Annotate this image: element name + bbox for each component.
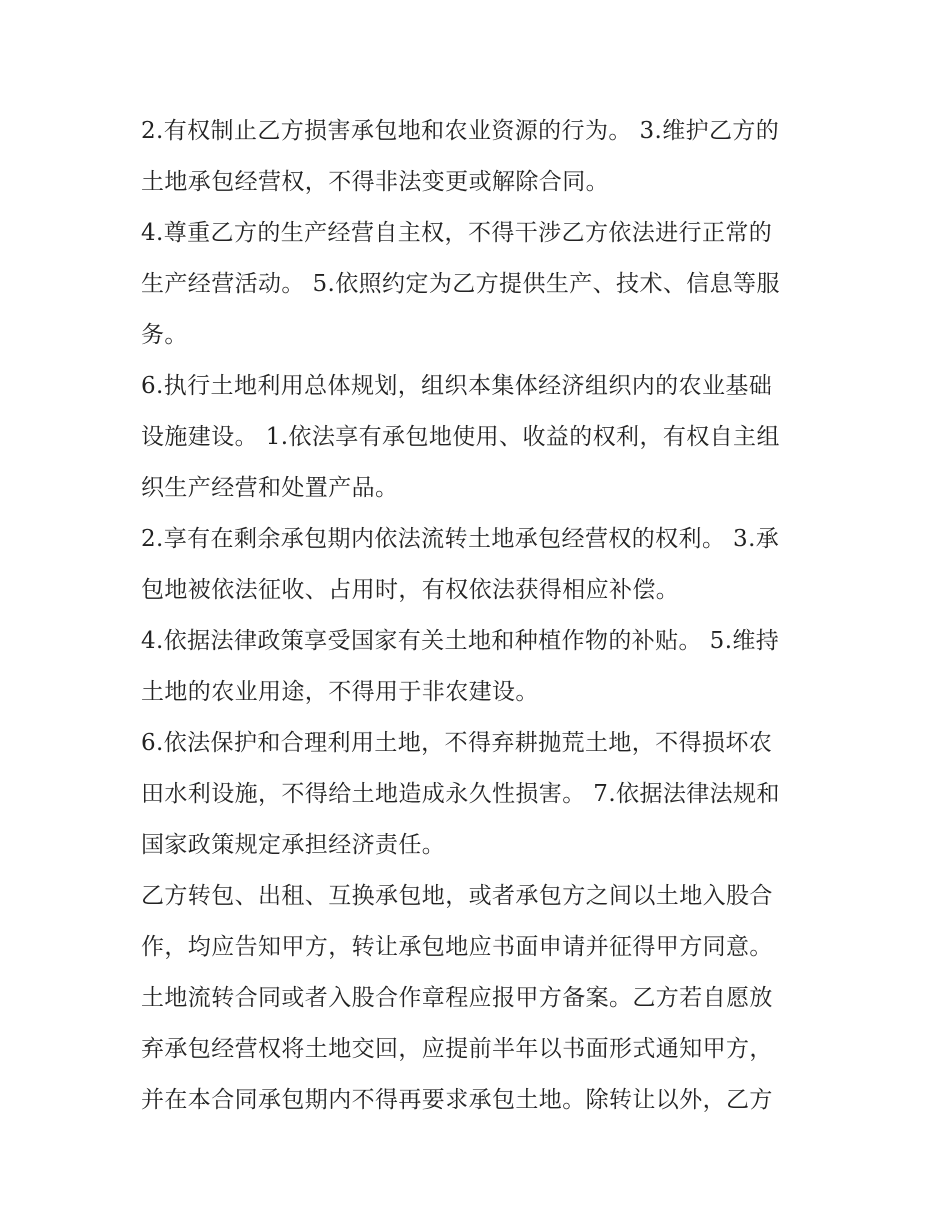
text-line: 6.执行土地利用总体规划，组织本集体经济组织内的农业基础 xyxy=(141,373,773,399)
text-line: 土地的农业用途，不得用于非农建设。 xyxy=(141,679,539,705)
text-line: 并在本合同承包期内不得再要求承包土地。除转让以外，乙方 xyxy=(141,1087,773,1113)
text-line: 4.依据法律政策享受国家有关土地和种植作物的补贴。 5.维持 xyxy=(141,628,780,654)
text-line: 土地承包经营权，不得非法变更或解除合同。 xyxy=(141,169,609,195)
text-line: 4.尊重乙方的生产经营自主权，不得干涉乙方依法进行正常的 xyxy=(141,220,773,246)
text-line: 包地被依法征收、占用时，有权依法获得相应补偿。 xyxy=(141,577,680,603)
text-line: 田水利设施，不得给土地造成永久性损害。 7.依据法律法规和 xyxy=(141,781,780,807)
text-line: 2.有权制止乙方损害承包地和农业资源的行为。 3.维护乙方的 xyxy=(141,118,780,144)
text-line: 弃承包经营权将土地交回，应提前半年以书面形式通知甲方， xyxy=(141,1036,773,1062)
text-line: 务。 xyxy=(141,322,188,348)
text-line: 作，均应告知甲方，转让承包地应书面申请并征得甲方同意。 xyxy=(141,934,773,960)
text-line: 设施建设。 1.依法享有承包地使用、收益的权利，有权自主组 xyxy=(141,424,780,450)
contract-body-text xyxy=(141,106,821,1126)
text-line: 织生产经营和处置产品。 xyxy=(141,475,399,501)
text-line: 2.享有在剩余承包期内依法流转土地承包经营权的权利。 3.承 xyxy=(141,526,780,552)
text-line: 生产经营活动。 5.依照约定为乙方提供生产、技术、信息等服 xyxy=(141,271,780,297)
text-line: 国家政策规定承担经济责任。 xyxy=(141,832,446,858)
text-line: 乙方转包、出租、互换承包地，或者承包方之间以土地入股合 xyxy=(141,883,773,909)
text-line: 土地流转合同或者入股合作章程应报甲方备案。乙方若自愿放 xyxy=(141,985,773,1011)
text-line: 6.依法保护和合理利用土地，不得弃耕抛荒土地，不得损坏农 xyxy=(141,730,773,756)
